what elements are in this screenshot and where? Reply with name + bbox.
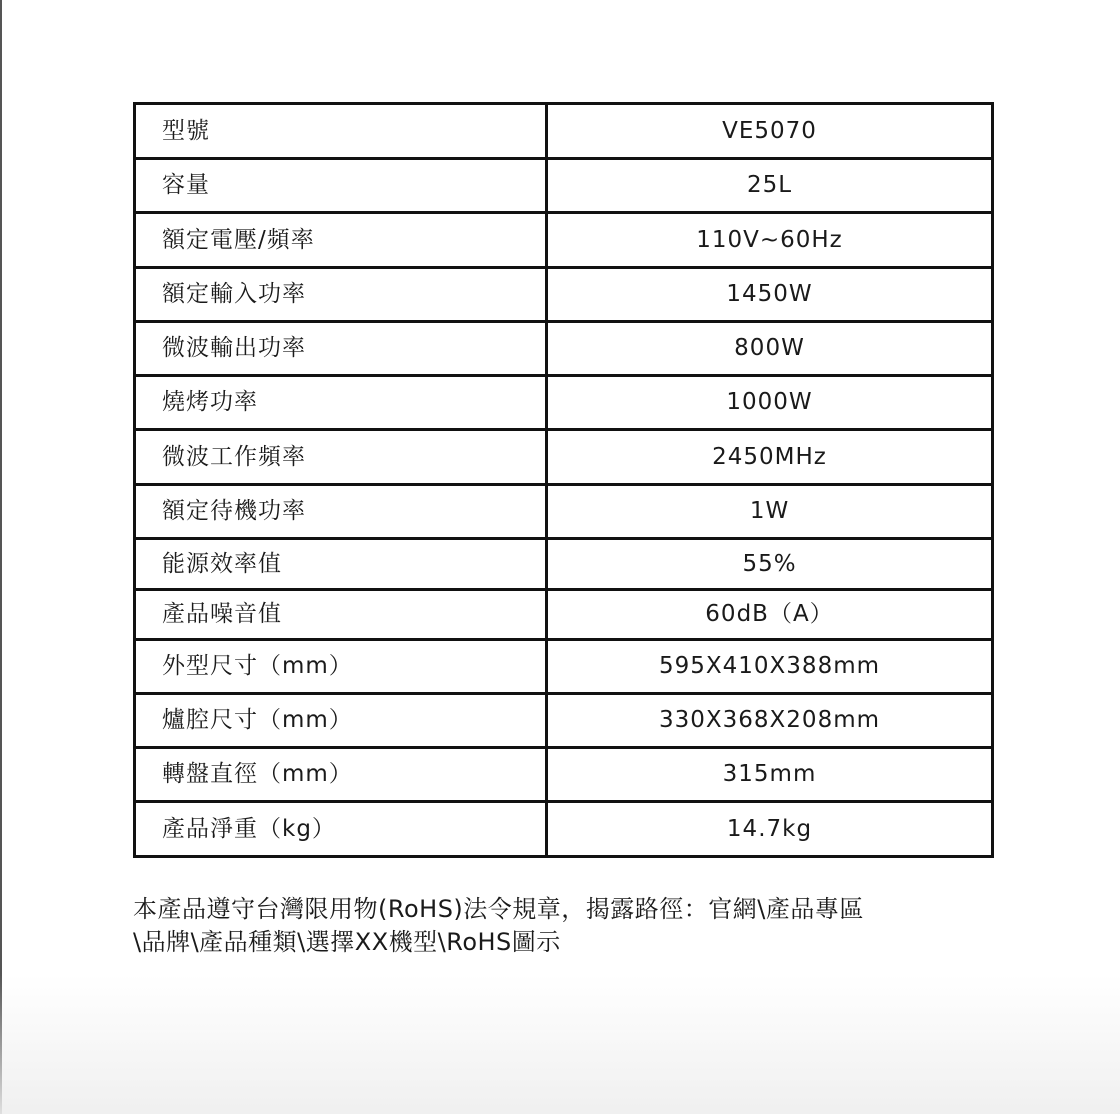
spec-label: 額定電壓/頻率 [135,213,547,268]
spec-value: VE5070 [547,104,993,159]
spec-label: 燒烤功率 [135,376,547,430]
table-row [135,485,993,539]
spec-value: 1000W [547,376,993,430]
spec-value: 800W [547,322,993,376]
spec-label: 外型尺寸（mm） [135,640,547,694]
table-row [135,376,993,430]
spec-value: 2450MHz [547,430,993,485]
spec-table-body [135,104,993,857]
spec-value: 14.7kg [547,802,993,857]
table-row [135,802,993,857]
rohs-note-line-2: \品牌\產品種類\選擇XX機型\RoHS圖示 [133,928,561,956]
spec-value: 1W [547,485,993,539]
table-row [135,213,993,268]
spec-value: 55% [547,539,993,590]
table-row [135,159,993,213]
table-row [135,539,993,590]
spec-value: 110V~60Hz [547,213,993,268]
spec-label: 轉盤直徑（mm） [135,748,547,802]
spec-label: 微波工作頻率 [135,430,547,485]
spec-label: 爐腔尺寸（mm） [135,694,547,748]
spec-label: 能源效率值 [135,539,547,590]
rohs-note [133,893,1003,959]
spec-value: 315mm [547,748,993,802]
table-row [135,268,993,322]
spec-table [133,102,994,858]
spec-label: 容量 [135,159,547,213]
table-row [135,104,993,159]
spec-value: 25L [547,159,993,213]
bottom-shadow [0,974,1120,1114]
rohs-note-line-1: 本產品遵守台灣限用物(RoHS)法令規章，揭露路徑：官網\產品專區 [133,895,864,923]
page-left-border [0,0,2,1114]
table-row [135,748,993,802]
spec-label: 產品噪音值 [135,590,547,640]
spec-value: 330X368X208mm [547,694,993,748]
spec-label: 型號 [135,104,547,159]
table-row [135,590,993,640]
spec-label: 額定待機功率 [135,485,547,539]
table-row [135,694,993,748]
table-row [135,430,993,485]
spec-label: 額定輸入功率 [135,268,547,322]
spec-value: 595X410X388mm [547,640,993,694]
spec-value: 60dB（A） [547,590,993,640]
table-row [135,322,993,376]
spec-label: 產品淨重（kg） [135,802,547,857]
spec-value: 1450W [547,268,993,322]
table-row [135,640,993,694]
spec-label: 微波輸出功率 [135,322,547,376]
